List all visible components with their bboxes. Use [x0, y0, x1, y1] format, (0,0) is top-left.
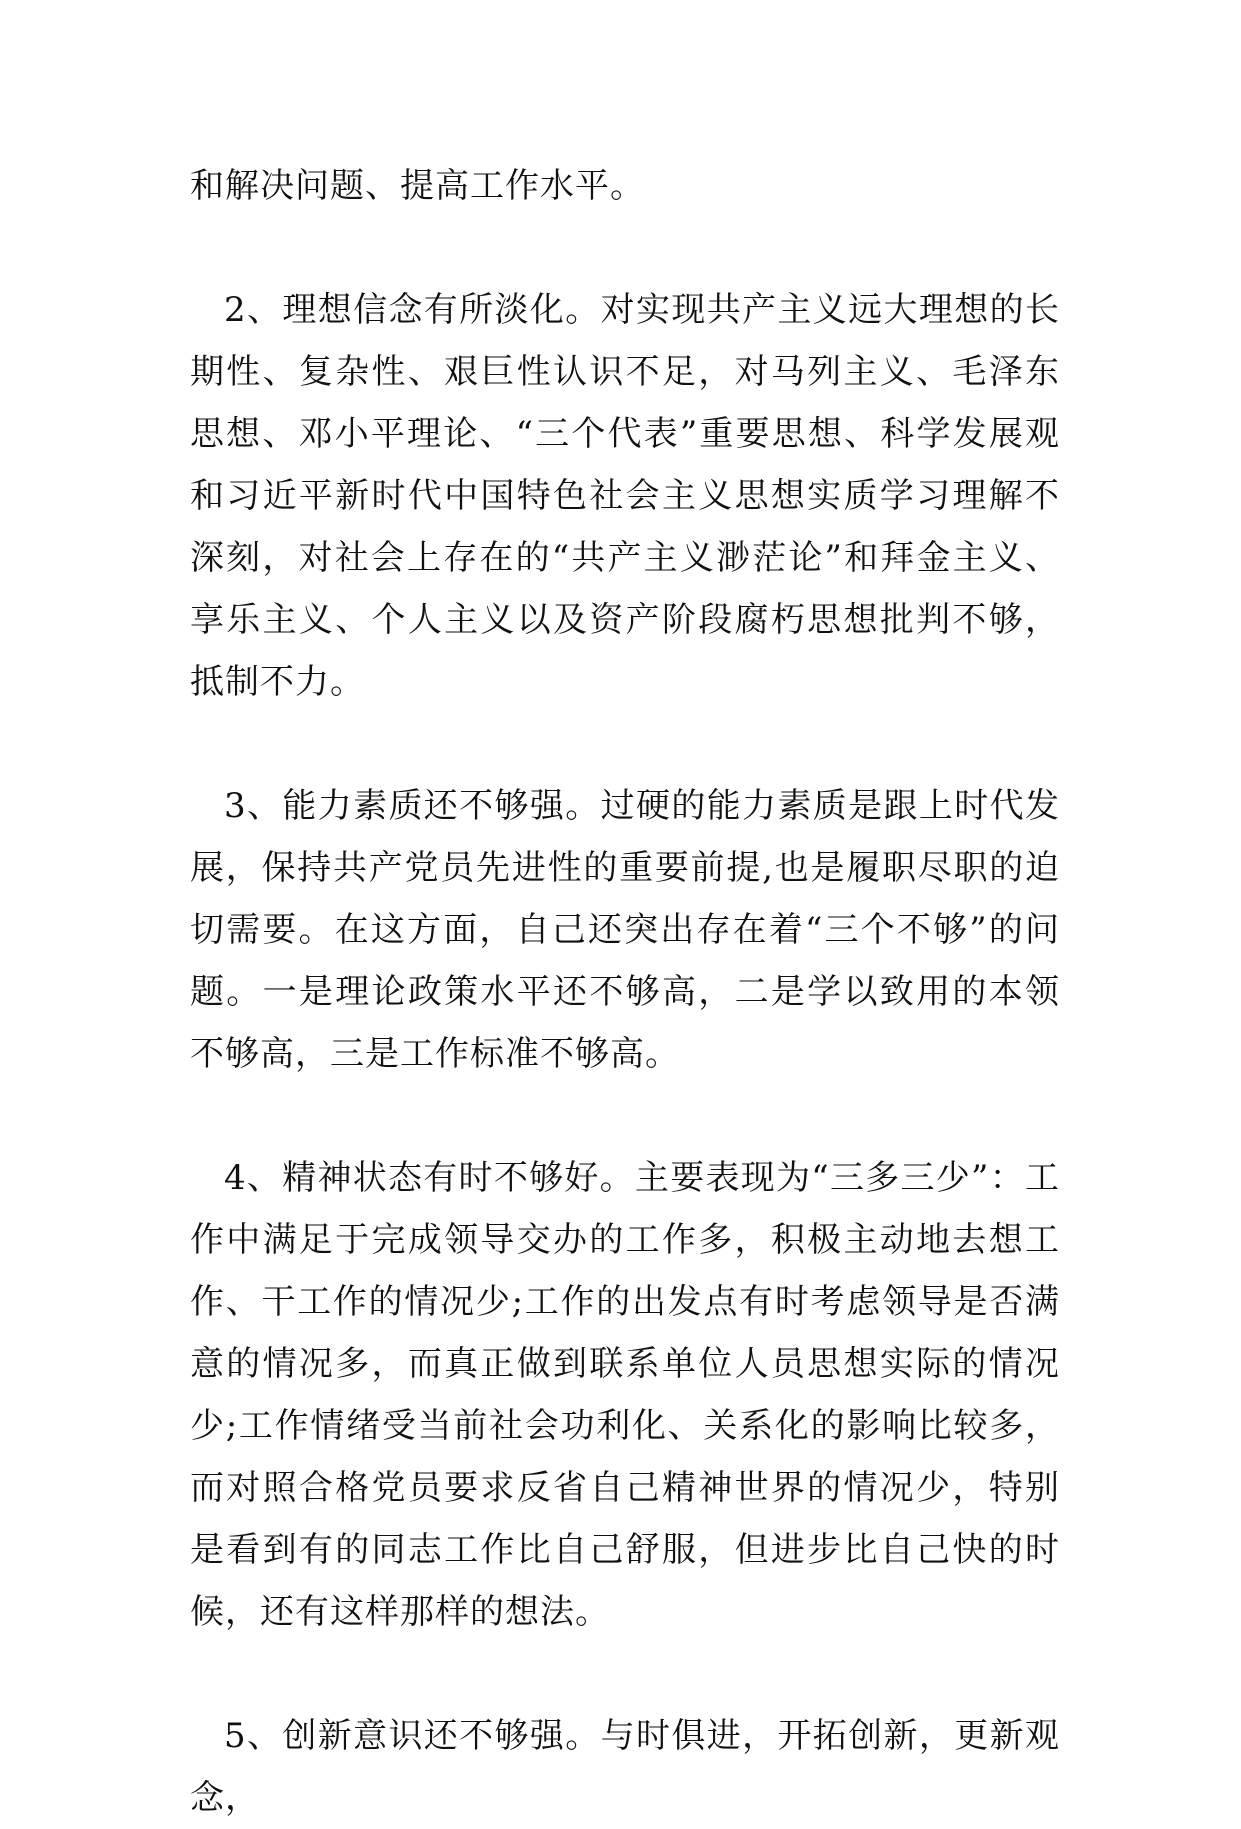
document-body	[190, 155, 1060, 1829]
paragraph-gap	[190, 1085, 1060, 1147]
paragraph-innovation: 5、创新意识还不够强。与时俱进，开拓创新，更新观念，	[190, 1716, 1060, 1818]
paragraph-ideals-belief: 2、理想信念有所淡化。对实现共产主义远大理想的长期性、复杂性、艰巨性认识不足，对马列主义、毛泽东思想、邓小平理论、“三个代表”重要思想、科学发展观和习近平新时代中国特色社会主义思想实质学习理解不深刻，对社会上存在的“共产主义渺茫论”和拜金主义、享乐主义、个人主义以及资产阶段腐朽思想批判不够，抵制不力。	[190, 290, 1060, 702]
paragraph-gap	[190, 713, 1060, 775]
paragraph-mental-state: 4、精神状态有时不够好。主要表现为“三多三少”：工作中满足于完成领导交办的工作多，积极主动地去想工作、干工作的情况少;工作的出发点有时考虑领导是否满意的情况多，而真正做到联系单位人员思想实际的情况少;工作情绪受当前社会功利化、关系化的影响比较多，而对照合格党员要求反省自己精神世界的情况少，特别是看到有的同志工作比自己舒服，但进步比自己快的时候，还有这样那样的想法。	[190, 1158, 1060, 1632]
paragraph-gap	[190, 1643, 1060, 1705]
paragraph-ability-quality: 3、能力素质还不够强。过硬的能力素质是跟上时代发展，保持共产党员先进性的重要前提,也是履职尽职的迫切需要。在这方面，自己还突出存在着“三个不够”的问题。一是理论政策水平还不够高，二是学以致用的本领不够高，三是工作标准不够高。	[190, 786, 1060, 1074]
paragraph-continuation: 和解决问题、提高工作水平。	[190, 166, 645, 206]
paragraph-gap	[190, 217, 1060, 279]
